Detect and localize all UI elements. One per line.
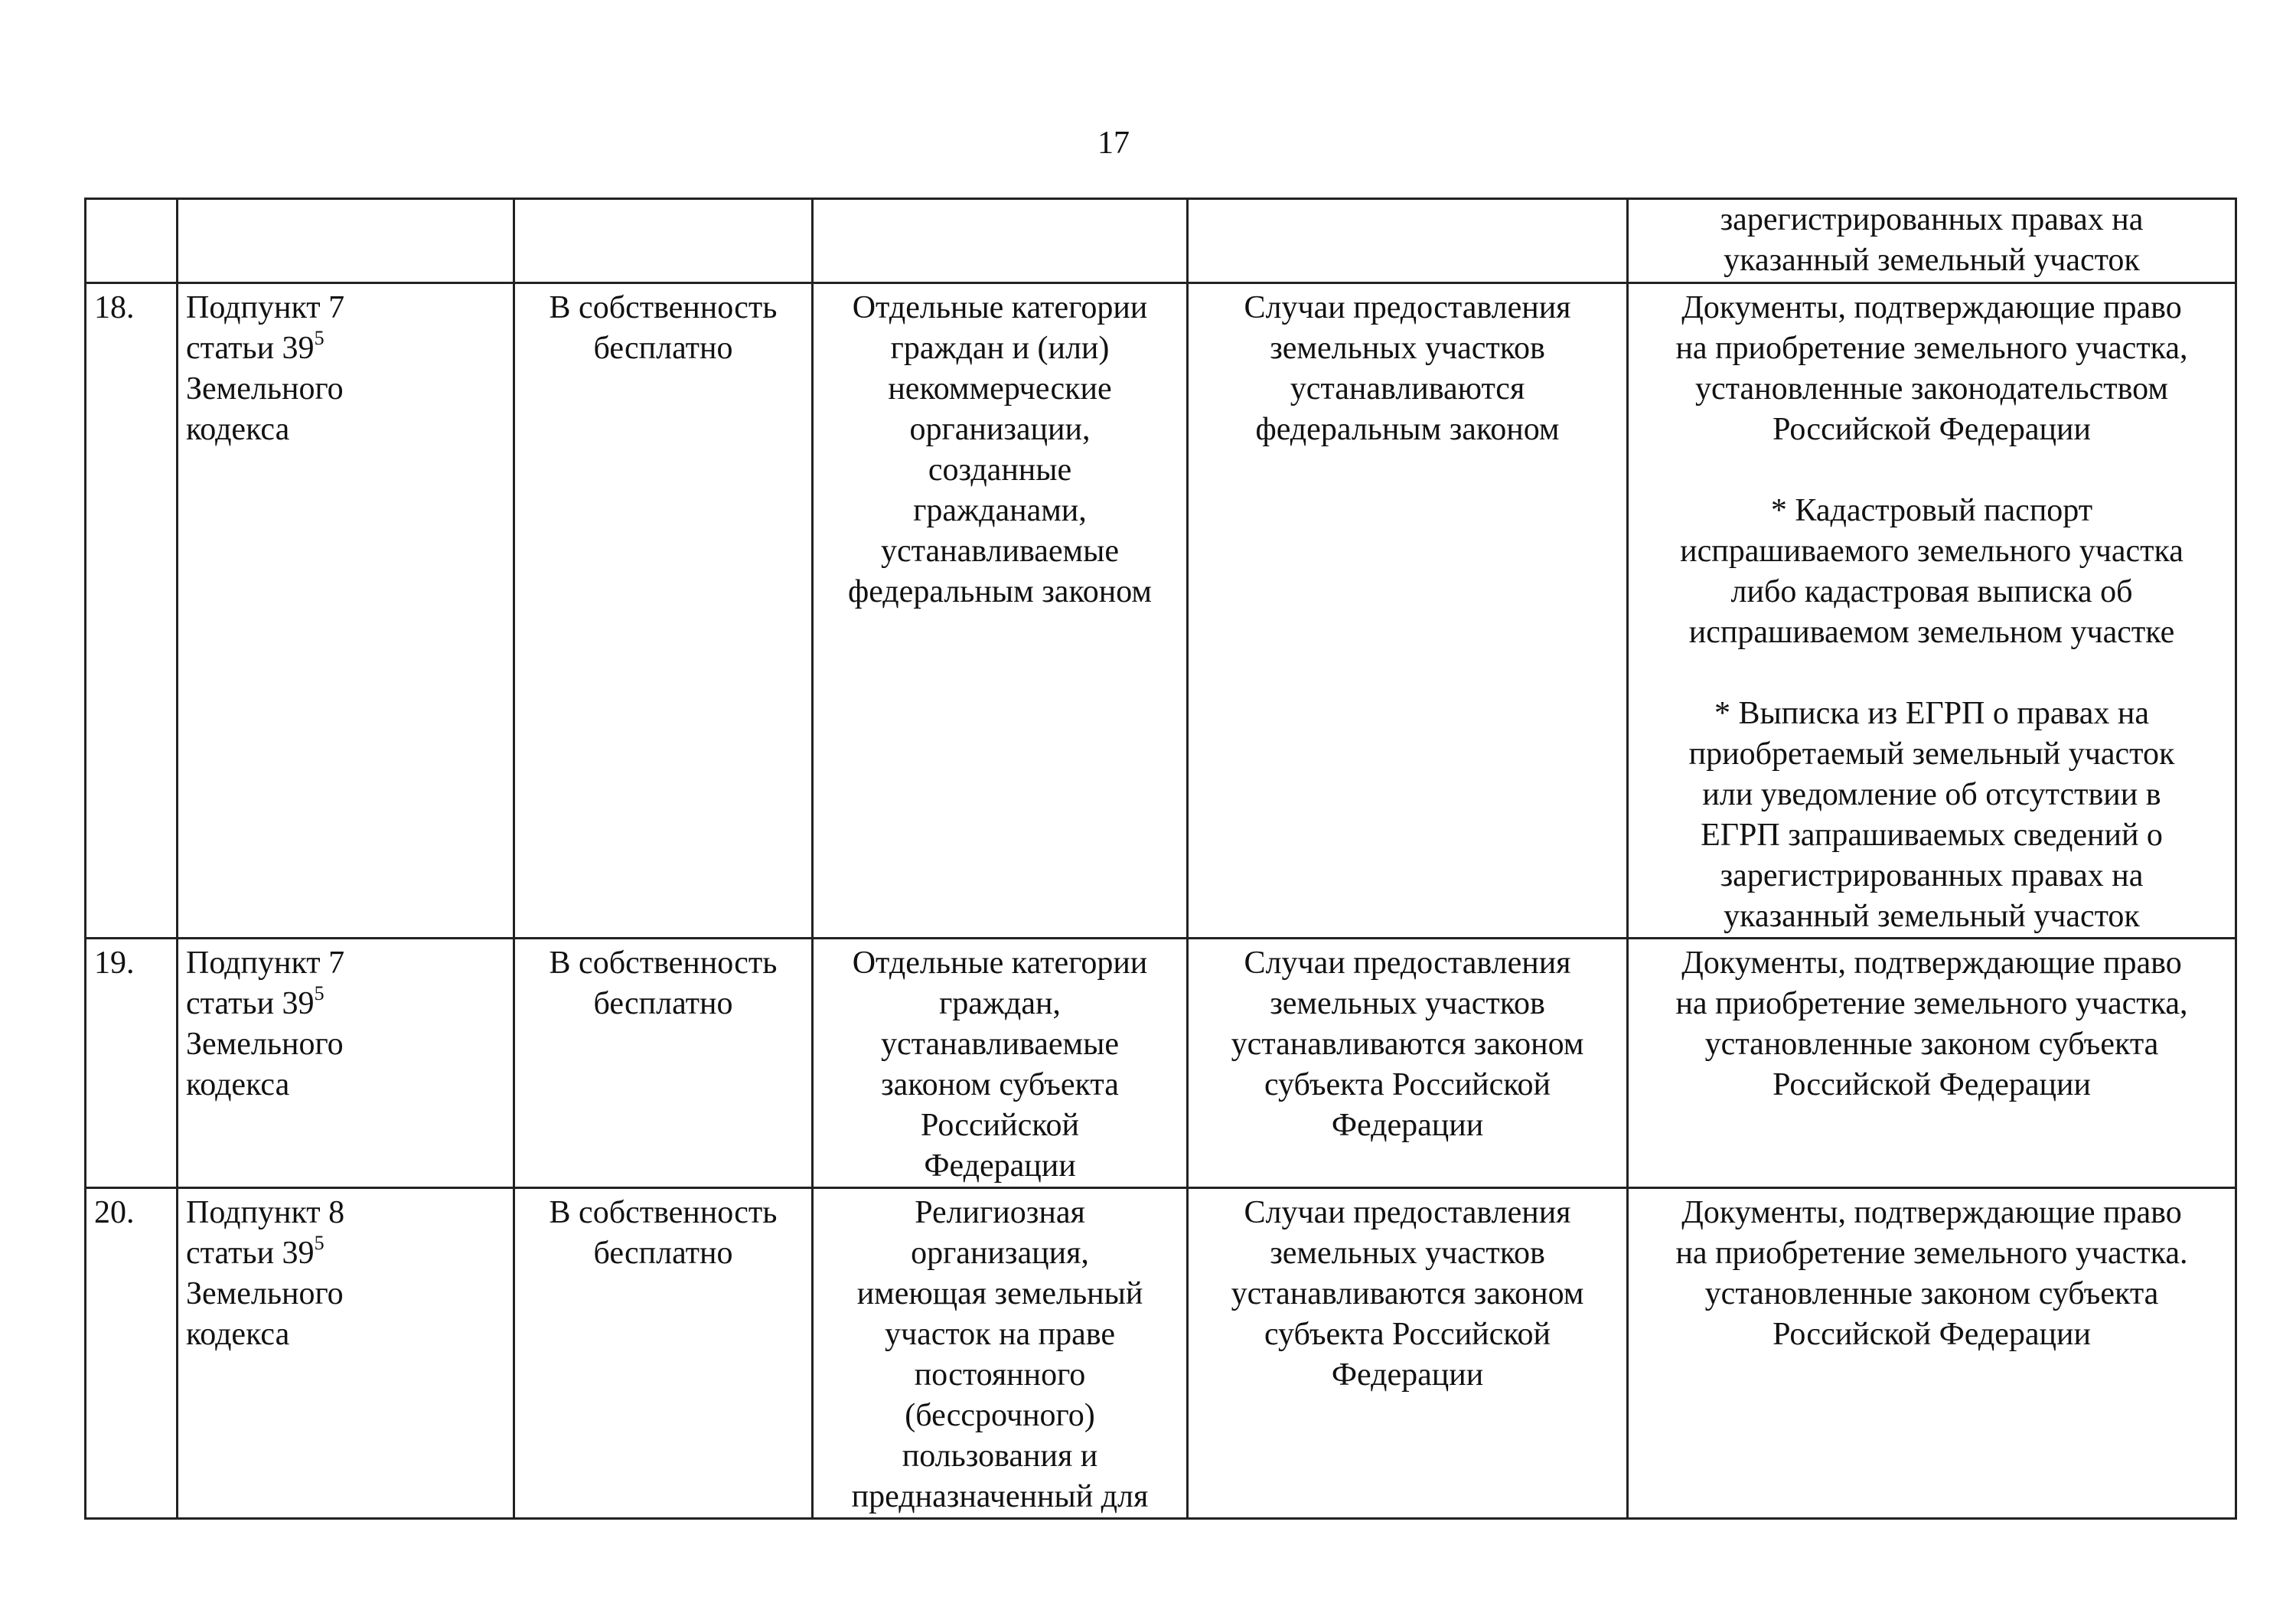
text-line — [186, 984, 505, 1024]
provision-cases — [1188, 1188, 1628, 1519]
text-line: кодекса — [186, 1067, 290, 1102]
text-line: В собственность — [549, 290, 778, 325]
text-line: участок на праве — [884, 1317, 1116, 1352]
text-line: Российской Федерации — [1773, 1067, 2091, 1102]
text-line: Отдельные категории — [852, 290, 1148, 325]
cell-num — [86, 199, 178, 283]
text-line: Документы, подтверждающие право — [1681, 945, 2182, 981]
text-line: Подпункт 7 — [186, 290, 345, 325]
page-number: 17 — [1097, 126, 1130, 161]
legal-basis — [178, 939, 514, 1188]
provision-type — [514, 283, 813, 939]
text-line: Случаи предоставления — [1244, 1195, 1571, 1230]
text-line: Документы, подтверждающие право — [1681, 1195, 2182, 1230]
table-row — [86, 939, 2236, 1188]
text-line: Федерации — [924, 1148, 1076, 1184]
applicant — [813, 283, 1188, 939]
text-line: устанавливаются законом — [1231, 1027, 1584, 1062]
text-line: гражданами, — [913, 493, 1087, 528]
text-line: организация, — [911, 1236, 1089, 1271]
text-line: Случаи предоставления — [1244, 290, 1571, 325]
provision-cases — [1188, 283, 1628, 939]
text-line: Документы, подтверждающие право — [1681, 290, 2182, 325]
article-text: статьи 39 — [186, 1236, 315, 1271]
text-line: зарегистрированных правах на — [1720, 202, 2144, 237]
text-line — [186, 328, 505, 369]
row-number: 18. — [86, 283, 178, 939]
text-line: субъекта Российской — [1264, 1317, 1551, 1352]
text-line: приобретаемый земельный участок — [1688, 736, 2175, 772]
provision-type — [514, 939, 813, 1188]
text-line: земельных участков — [1270, 986, 1545, 1021]
text-line: (бессрочного) — [905, 1398, 1095, 1433]
text-line: испрашиваемом земельном участке — [1688, 615, 2175, 650]
text-line: граждан и (или) — [890, 331, 1110, 366]
text-line: кодекса — [186, 1317, 290, 1352]
cell-type — [514, 199, 813, 283]
text-line: устанавливаются законом — [1231, 1276, 1584, 1311]
text-line: Подпункт 7 — [186, 945, 345, 981]
text-line: федеральным законом — [1255, 412, 1560, 447]
text-line: на приобретение земельного участка, — [1675, 986, 2188, 1021]
table-row-continuation — [86, 199, 2236, 283]
article-text: статьи 39 — [186, 986, 315, 1021]
required-documents — [1628, 939, 2236, 1188]
cell-documents — [1628, 199, 2236, 283]
legal-basis — [178, 283, 514, 939]
text-line: некоммерческие — [888, 371, 1112, 407]
text-line: * Выписка из ЕГРП о правах на — [1714, 696, 2150, 731]
required-documents — [1628, 1188, 2236, 1519]
text-line: Случаи предоставления — [1244, 945, 1571, 981]
text-line: граждан, — [939, 986, 1061, 1021]
text-line: или уведомление об отсутствии в — [1702, 777, 2161, 812]
text-line: субъекта Российской — [1264, 1067, 1551, 1102]
text-line: законом субъекта — [881, 1067, 1119, 1102]
article-superscript: 5 — [314, 1232, 325, 1254]
text-line: бесплатно — [593, 331, 733, 366]
text-line: установленные законом субъекта — [1704, 1276, 2159, 1311]
cell-basis — [178, 199, 514, 283]
article-superscript: 5 — [314, 327, 325, 349]
text-line: Земельного — [186, 371, 344, 407]
text-line: земельных участков — [1270, 331, 1545, 366]
article-text: статьи 39 — [186, 331, 315, 366]
text-line: на приобретение земельного участка, — [1675, 331, 2188, 366]
land-documents-table — [84, 198, 2237, 1520]
text-line: либо кадастровая выписка об — [1730, 574, 2133, 609]
text-line: установленные законом субъекта — [1704, 1027, 2159, 1062]
text-line: установленные законодательством — [1695, 371, 2168, 407]
provision-type — [514, 1188, 813, 1519]
text-line: кодекса — [186, 412, 290, 447]
applicant — [813, 939, 1188, 1188]
table-row — [86, 283, 2236, 939]
text-line: испрашиваемого земельного участка — [1680, 534, 2183, 569]
legal-basis — [178, 1188, 514, 1519]
text-line: Религиозная — [915, 1195, 1085, 1230]
text-line: Земельного — [186, 1276, 344, 1311]
cell-cases — [1188, 199, 1628, 283]
text-line: Подпункт 8 — [186, 1195, 345, 1230]
text-line: * Кадастровый паспорт — [1770, 493, 2093, 528]
text-line: организации, — [909, 412, 1091, 447]
text-line: предназначенный для — [851, 1479, 1149, 1514]
text-line: созданные — [928, 452, 1072, 488]
text-line: на приобретение земельного участка. — [1675, 1236, 2188, 1271]
text-line: имеющая земельный — [856, 1276, 1143, 1311]
text-line: федеральным законом — [848, 574, 1152, 609]
paragraph-gap — [1636, 653, 2227, 694]
applicant — [813, 1188, 1188, 1519]
row-number: 20. — [86, 1188, 178, 1519]
text-line: зарегистрированных правах на — [1720, 858, 2144, 893]
text-line: Земельного — [186, 1027, 344, 1062]
paragraph-gap — [1636, 450, 2227, 491]
text-line: Отдельные категории — [852, 945, 1148, 981]
text-line: Российской — [921, 1108, 1079, 1143]
text-line: постоянного — [914, 1357, 1086, 1393]
text-line: Российской Федерации — [1773, 1317, 2091, 1352]
text-line: устанавливаемые — [881, 534, 1119, 569]
text-line: пользования и — [902, 1438, 1098, 1474]
text-line: Федерации — [1331, 1357, 1484, 1393]
text-line: Федерации — [1331, 1108, 1484, 1143]
row-number: 19. — [86, 939, 178, 1188]
text-line: указанный земельный участок — [1724, 243, 2140, 278]
text-line: указанный земельный участок — [1724, 899, 2140, 934]
text-line: устанавливаются — [1290, 371, 1525, 407]
text-line: ЕГРП запрашиваемых сведений о — [1701, 818, 2163, 853]
article-superscript: 5 — [314, 982, 325, 1004]
cell-applicant — [813, 199, 1188, 283]
text-line: бесплатно — [593, 1236, 733, 1271]
provision-cases — [1188, 939, 1628, 1188]
text-line — [186, 1233, 505, 1274]
text-line: земельных участков — [1270, 1236, 1545, 1271]
text-line: бесплатно — [593, 986, 733, 1021]
table-row — [86, 1188, 2236, 1519]
required-documents — [1628, 283, 2236, 939]
text-line: устанавливаемые — [881, 1027, 1119, 1062]
text-line: В собственность — [549, 1195, 778, 1230]
text-line: В собственность — [549, 945, 778, 981]
text-line: Российской Федерации — [1773, 412, 2091, 447]
